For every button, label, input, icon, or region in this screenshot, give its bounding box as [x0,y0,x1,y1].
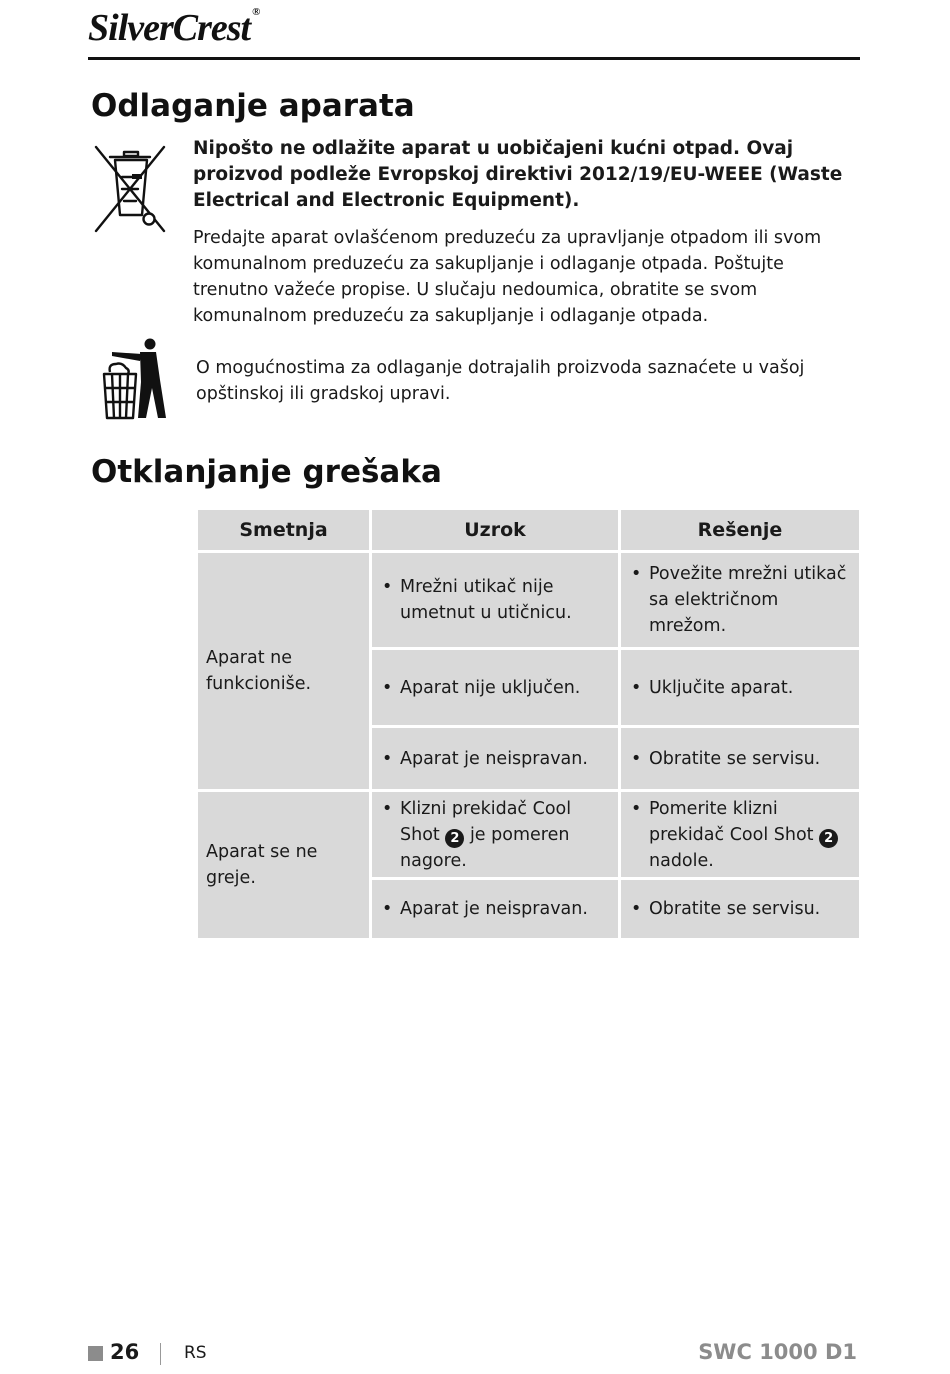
solution-cell: • Pomerite klizni prekidač Cool Shot 2 nadole. [620,791,861,879]
solution-cell: • Povežite mrežni utikač sa električnom mrežom. [620,552,861,649]
symptom-cell: Aparat ne funkcioniše. [197,552,371,791]
cause-cell: • Aparat je neispravan. [371,727,620,791]
footer-square-marker [88,1346,103,1361]
brand-logo: SilverCrest ® [88,6,260,49]
weee-directive-paragraph: Nipošto ne odlažite aparat u uobičajeni kućni otpad. Ovaj proizvod podleže Evropskoj direktivi 2012/19/EU-WEEE (Waste Electrical and Electronic Equipment). [193,138,843,211]
table-row [197,552,861,649]
cause-cell: • Aparat je neispravan. [371,879,620,940]
litter-bin-icon [100,336,170,422]
solution-cell: • Obratite se servisu. [620,727,861,791]
header-solution: Rešenje [620,509,861,552]
header-symptom: Smetnja [197,509,371,552]
cause-cell: • Mrežni utikač nije umetnut u utičnicu. [371,552,620,649]
language-code: RS [184,1343,207,1363]
troubleshooting-title: Otklanjanje grešaka [91,454,442,490]
troubleshooting-table [195,507,862,941]
part-number-badge: 2 [819,829,838,848]
weee-crossed-bin-icon [94,143,166,235]
header-cause: Uzrok [371,509,620,552]
header-rule [88,57,860,60]
footer-separator [160,1343,161,1365]
model-number: SWC 1000 D1 [698,1340,857,1364]
municipal-info-paragraph: O mogućnostima za odlaganje dotrajalih proizvoda saznaćete u vašoj opštinskoj ili gradskoj upravi. [196,358,805,404]
disposal-instructions-paragraph: Predajte aparat ovlašćenom preduzeću za upravljanje otpadom ili svom komunalnom preduzeću za sakupljanje i odlaganje otpada. Poštujte trenutno važeće propise. U slučaju nedoumica, obratite se svom komunalnom preduzeću za sakupljanje i odlaganje otpada. [193,228,822,326]
solution-cell: • Uključite aparat. [620,649,861,727]
page-number: 26 [110,1340,140,1364]
solution-cell: • Obratite se servisu. [620,879,861,940]
cause-cell: • Klizni prekidač Cool Shot 2 je pomeren nagore. [371,791,620,879]
disposal-title: Odlaganje aparata [91,88,415,124]
cause-cell: • Aparat nije uključen. [371,649,620,727]
part-number-badge: 2 [445,829,464,848]
symptom-cell: Aparat se ne greje. [197,791,371,940]
table-row [197,791,861,879]
